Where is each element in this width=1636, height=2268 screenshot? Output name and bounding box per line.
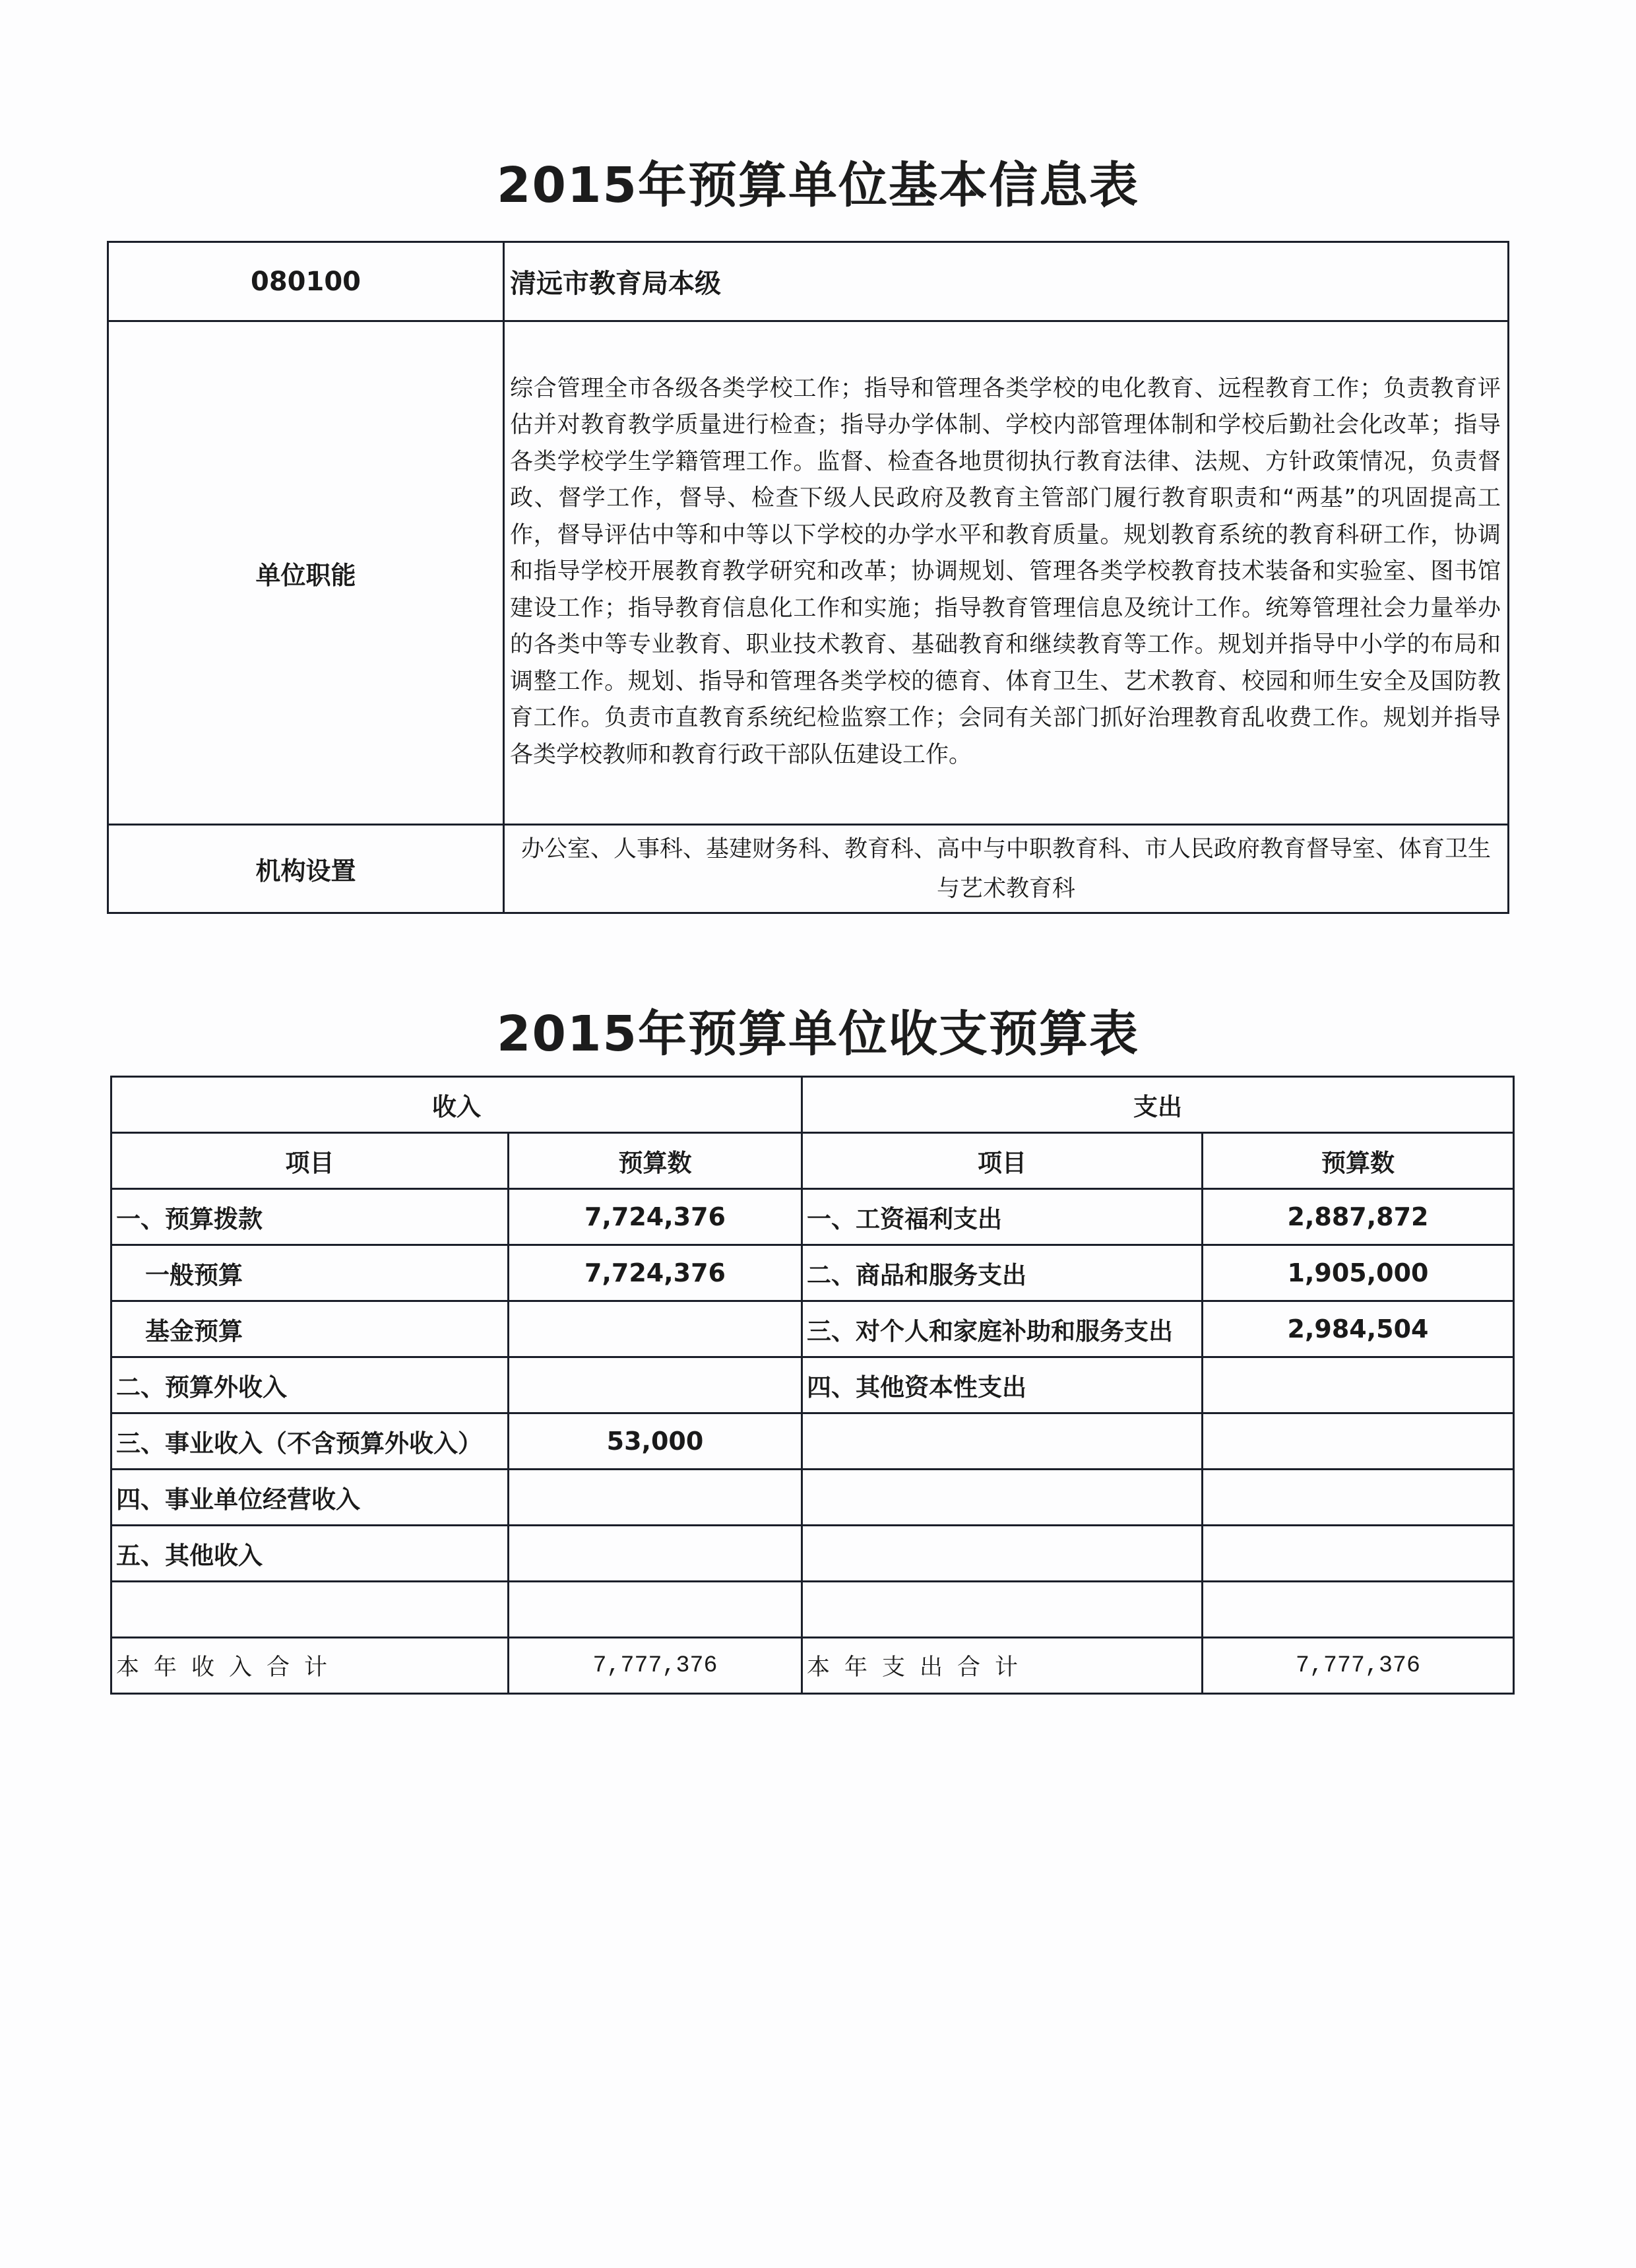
unit-code: 080100 xyxy=(108,242,504,321)
income-amount xyxy=(509,1582,802,1638)
expense-item: 一、工资福利支出 xyxy=(802,1189,1203,1245)
budget-row xyxy=(111,1245,1514,1301)
budget-row xyxy=(111,1189,1514,1245)
expense-total-label: 本年支出合计 xyxy=(802,1638,1203,1694)
duties-label: 单位职能 xyxy=(108,321,504,825)
unit-name: 清远市教育局本级 xyxy=(504,242,1509,321)
info-table-title: 2015年预算单位基本信息表 xyxy=(497,157,1139,214)
org-label: 机构设置 xyxy=(108,825,504,913)
expense-item: 四、其他资本性支出 xyxy=(802,1357,1203,1413)
expense-amount xyxy=(1203,1582,1514,1638)
budget-row xyxy=(111,1413,1514,1470)
income-item xyxy=(111,1582,509,1638)
duties-row xyxy=(108,321,1509,825)
income-item: 一、预算拨款 xyxy=(111,1189,509,1245)
unit-info-table xyxy=(107,241,1509,914)
expense-amount-header: 预算数 xyxy=(1203,1133,1514,1189)
section-header-row xyxy=(111,1077,1514,1133)
expense-header: 支出 xyxy=(802,1077,1514,1133)
income-item: 基金预算 xyxy=(111,1301,509,1357)
income-item: 五、其他收入 xyxy=(111,1526,509,1582)
expense-item: 二、商品和服务支出 xyxy=(802,1245,1203,1301)
org-row xyxy=(108,825,1509,913)
expense-total: 7,777,376 xyxy=(1203,1638,1514,1694)
income-header: 收入 xyxy=(111,1077,802,1133)
expense-item xyxy=(802,1526,1203,1582)
income-amount: 7,724,376 xyxy=(509,1245,802,1301)
expense-item xyxy=(802,1470,1203,1526)
income-amount xyxy=(509,1470,802,1526)
expense-amount: 2,887,872 xyxy=(1203,1189,1514,1245)
expense-amount: 2,984,504 xyxy=(1203,1301,1514,1357)
expense-item-header: 项目 xyxy=(802,1133,1203,1189)
expense-item xyxy=(802,1582,1203,1638)
expense-item: 三、对个人和家庭补助和服务支出 xyxy=(802,1301,1203,1357)
income-amount xyxy=(509,1357,802,1413)
expense-amount xyxy=(1203,1357,1514,1413)
expense-amount xyxy=(1203,1526,1514,1582)
duties-text: 综合管理全市各级各类学校工作；指导和管理各类学校的电化教育、远程教育工作；负责教育评估并对教育教学质量进行检查；指导办学体制、学校内部管理体制和学校后勤社会化改革；指导各类学校学生学籍管理工作。监督、检查各地贯彻执行教育法律、法规、方针政策情况，负责督政、督学工作，督导、检查下级人民政府及教育主管部门履行教育职责和“两基”的巩固提高工作，督导评估中等和中等以下学校的办学水平和教育质量。规划教育系统的教育科研工作，协调和指导学校开展教育教学研究和改革；协调规划、管理各类学校教育技术装备和实验室、图书馆建设工作；指导教育信息化工作和实施；指导教育管理信息及统计工作。统筹管理社会力量举办的各类中等专业教育、职业技术教育、基础教育和继续教育等工作。规划并指导中小学的布局和调整工作。规划、指导和管理各类学校的德育、体育卫生、艺术教育、校园和师生安全及国防教育工作。负责市直教育系统纪检监察工作；会同有关部门抓好治理教育乱收费工作。规划并指导各类学校教师和教育行政干部队伍建设工作。 xyxy=(504,321,1509,825)
income-item-header: 项目 xyxy=(111,1133,509,1189)
expense-item xyxy=(802,1413,1203,1470)
income-amount: 7,724,376 xyxy=(509,1189,802,1245)
income-amount: 53,000 xyxy=(509,1413,802,1470)
income-item: 一般预算 xyxy=(111,1245,509,1301)
income-total-label: 本年收入合计 xyxy=(111,1638,509,1694)
expense-amount: 1,905,000 xyxy=(1203,1245,1514,1301)
budget-row xyxy=(111,1301,1514,1357)
income-amount xyxy=(509,1301,802,1357)
income-amount xyxy=(509,1526,802,1582)
budget-row xyxy=(111,1526,1514,1582)
budget-row xyxy=(111,1582,1514,1638)
income-item: 二、预算外收入 xyxy=(111,1357,509,1413)
org-text: 办公室、人事科、基建财务科、教育科、高中与中职教育科、市人民政府教育督导室、体育卫生与艺术教育科 xyxy=(504,825,1509,913)
unit-row xyxy=(108,242,1509,321)
expense-amount xyxy=(1203,1470,1514,1526)
income-item: 四、事业单位经营收入 xyxy=(111,1470,509,1526)
column-header-row xyxy=(111,1133,1514,1189)
expense-amount xyxy=(1203,1413,1514,1470)
budget-table-title: 2015年预算单位收支预算表 xyxy=(497,1006,1139,1062)
budget-table xyxy=(110,1076,1515,1695)
budget-row xyxy=(111,1470,1514,1526)
budget-row xyxy=(111,1357,1514,1413)
income-amount-header: 预算数 xyxy=(509,1133,802,1189)
total-row xyxy=(111,1638,1514,1694)
income-item: 三、事业收入（不含预算外收入） xyxy=(111,1413,509,1470)
income-total: 7,777,376 xyxy=(509,1638,802,1694)
